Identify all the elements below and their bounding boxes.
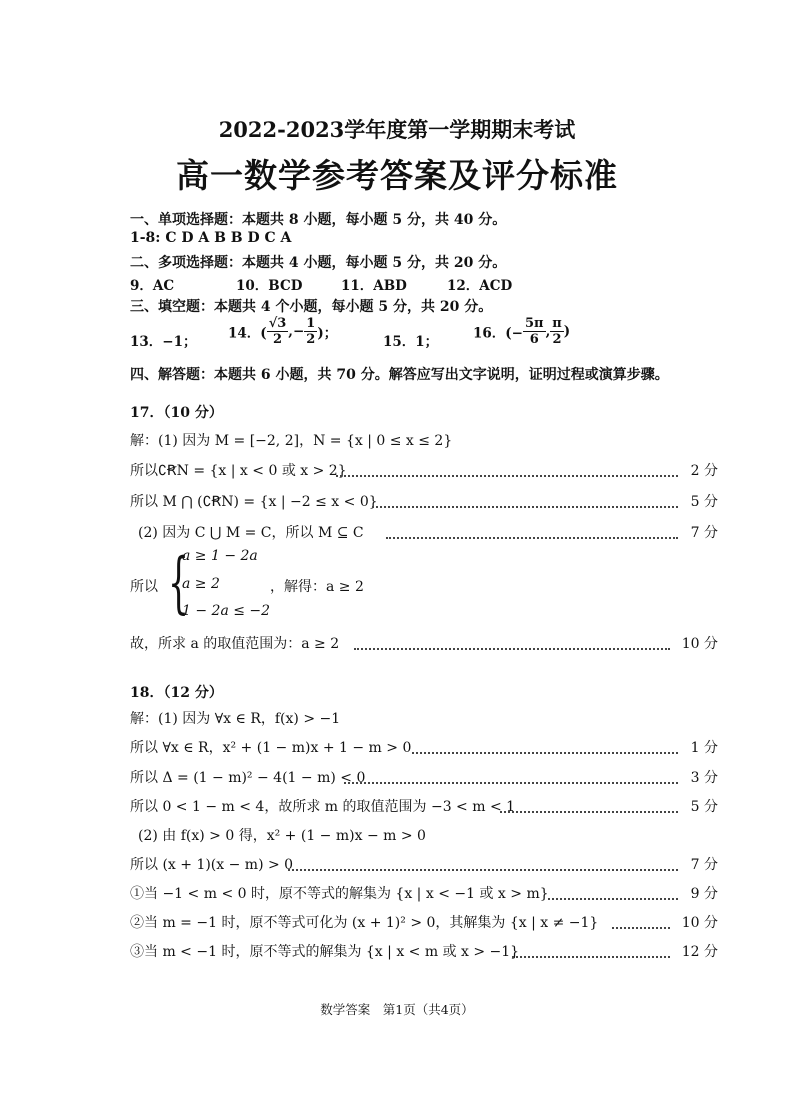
leader-dots bbox=[412, 752, 678, 754]
q18-line-8: ②当 m = −1 时，原不等式可化为 (x + 1)² > 0，其解集为 {x | x ≠ −1} bbox=[130, 915, 599, 931]
leader-dots bbox=[512, 956, 670, 958]
leader-dots bbox=[354, 648, 670, 650]
q18-line-2: 所以 ∀x ∈ R，x² + (1 − m)x + 1 − m > 0 bbox=[130, 740, 412, 756]
system-line-2: a ≥ 2 bbox=[182, 576, 220, 592]
q18-line-1: 解：(1) 因为 ∀x ∈ R，f(x) > −1 bbox=[130, 711, 341, 727]
answer-16: 16．(− $\frac{5\pi}{6}$ , $\frac{\pi}{2}$ ) bbox=[473, 316, 571, 347]
answer-14-prefix: 14．( bbox=[228, 325, 267, 342]
leader-dots bbox=[612, 927, 670, 929]
system-result: ，解得：a ≥ 2 bbox=[270, 579, 364, 595]
answer-10: 10．BCD bbox=[236, 278, 303, 294]
q17-score-7: 7 分 bbox=[690, 525, 718, 541]
answer-9: 9．AC bbox=[130, 278, 175, 294]
answer-11: 11．ABD bbox=[341, 278, 407, 294]
section-single-choice-heading: 一、单项选择题：本题共 8 小题，每小题 5 分，共 40 分。 bbox=[130, 212, 507, 228]
leader-dots bbox=[548, 898, 678, 900]
brace-symbol: { bbox=[168, 544, 189, 621]
q18-score-7: 7 分 bbox=[690, 857, 718, 873]
section-solution-heading: 四、解答题：本题共 6 小题，共 70 分。解答应写出文字说明，证明过程或演算步骤。 bbox=[130, 367, 669, 383]
q18-line-4: 所以 0 < 1 − m < 4，故所求 m 的取值范围为 −3 < m < 1 bbox=[130, 799, 516, 815]
section-multi-choice-heading: 二、多项选择题：本题共 4 小题，每小题 5 分，共 20 分。 bbox=[130, 255, 507, 271]
q17-score-10: 10 分 bbox=[681, 636, 718, 652]
q18-line-6: 所以 (x + 1)(x − m) > 0 bbox=[130, 857, 294, 873]
q18-score-9: 9 分 bbox=[690, 886, 718, 902]
section-fill-blank-heading: 三、填空题：本题共 4 个小题，每小题 5 分，共 20 分。 bbox=[130, 299, 493, 315]
answer-12: 12．ACD bbox=[447, 278, 513, 294]
q18-score-3: 3 分 bbox=[690, 770, 718, 786]
q18-score-10: 10 分 bbox=[681, 915, 718, 931]
q17-line-2: 所以∁ꞦN = {x | x < 0 或 x > 2} bbox=[130, 463, 347, 479]
leader-dots bbox=[386, 537, 678, 539]
q18-score-1: 1 分 bbox=[690, 740, 718, 756]
q18-line-3: 所以 Δ = (1 − m)² − 4(1 − m) < 0 bbox=[130, 770, 366, 786]
exam-title: 2022-2023学年度第一学期期末考试 bbox=[218, 117, 576, 142]
q17-score-2: 2 分 bbox=[690, 463, 718, 479]
answer-14-fraction-1: $\frac{√3}{2}$ bbox=[268, 316, 287, 347]
q18-line-5: (2) 由 f(x) > 0 得，x² + (1 − m)x − m > 0 bbox=[138, 828, 426, 844]
q17-line-4: (2) 因为 C ⋃ M = C，所以 M ⊆ C bbox=[138, 525, 364, 541]
q18-line-9: ③当 m < −1 时，原不等式的解集为 {x | x < m 或 x > −1} bbox=[130, 944, 520, 960]
q17-line-6: 故，所求 a 的取值范围为：a ≥ 2 bbox=[130, 636, 340, 652]
q18-score-12: 12 分 bbox=[681, 944, 718, 960]
q18-title: 18．（12 分） bbox=[130, 685, 223, 701]
answer-13: 13．−1； bbox=[130, 334, 197, 350]
answer-16-fraction-2: $\frac{\pi}{2}$ bbox=[552, 316, 562, 347]
answer-14: 14．( $\frac{√3}{2}$ ,− $\frac{1}{2}$ )； bbox=[228, 316, 338, 347]
answer-14-fraction-2: $\frac{1}{2}$ bbox=[306, 316, 316, 347]
answer-15: 15．1； bbox=[383, 334, 439, 350]
q18-line-7: ①当 −1 < m < 0 时，原不等式的解集为 {x | x < −1 或 x > m} bbox=[130, 886, 549, 902]
system-label: 所以 bbox=[130, 579, 158, 595]
q17-line-3: 所以 M ⋂ (∁ꞦN) = {x | −2 ≤ x < 0} bbox=[130, 494, 378, 510]
q18-score-5: 5 分 bbox=[690, 799, 718, 815]
document-title: 高一数学参考答案及评分标准 bbox=[176, 156, 618, 195]
q17-title: 17．（10 分） bbox=[130, 405, 223, 421]
leader-dots bbox=[336, 475, 678, 477]
leader-dots bbox=[288, 869, 678, 871]
leader-dots bbox=[372, 506, 678, 508]
page-footer: 数学答案 第1页（共4页） bbox=[320, 1002, 474, 1017]
single-choice-answers: 1-8: C D A B B D C A bbox=[130, 230, 292, 246]
q17-line-1: 解：(1) 因为 M = [−2, 2]，N = {x | 0 ≤ x ≤ 2} bbox=[130, 433, 453, 449]
inequality-system bbox=[130, 544, 490, 621]
answer-16-fraction-1: $\frac{5\pi}{6}$ bbox=[525, 316, 544, 347]
q17-score-5: 5 分 bbox=[690, 494, 718, 510]
leader-dots bbox=[344, 782, 678, 784]
system-line-1: a ≥ 1 − 2a bbox=[182, 548, 258, 564]
leader-dots bbox=[500, 811, 678, 813]
system-line-3: 1 − 2a ≤ −2 bbox=[182, 603, 271, 619]
